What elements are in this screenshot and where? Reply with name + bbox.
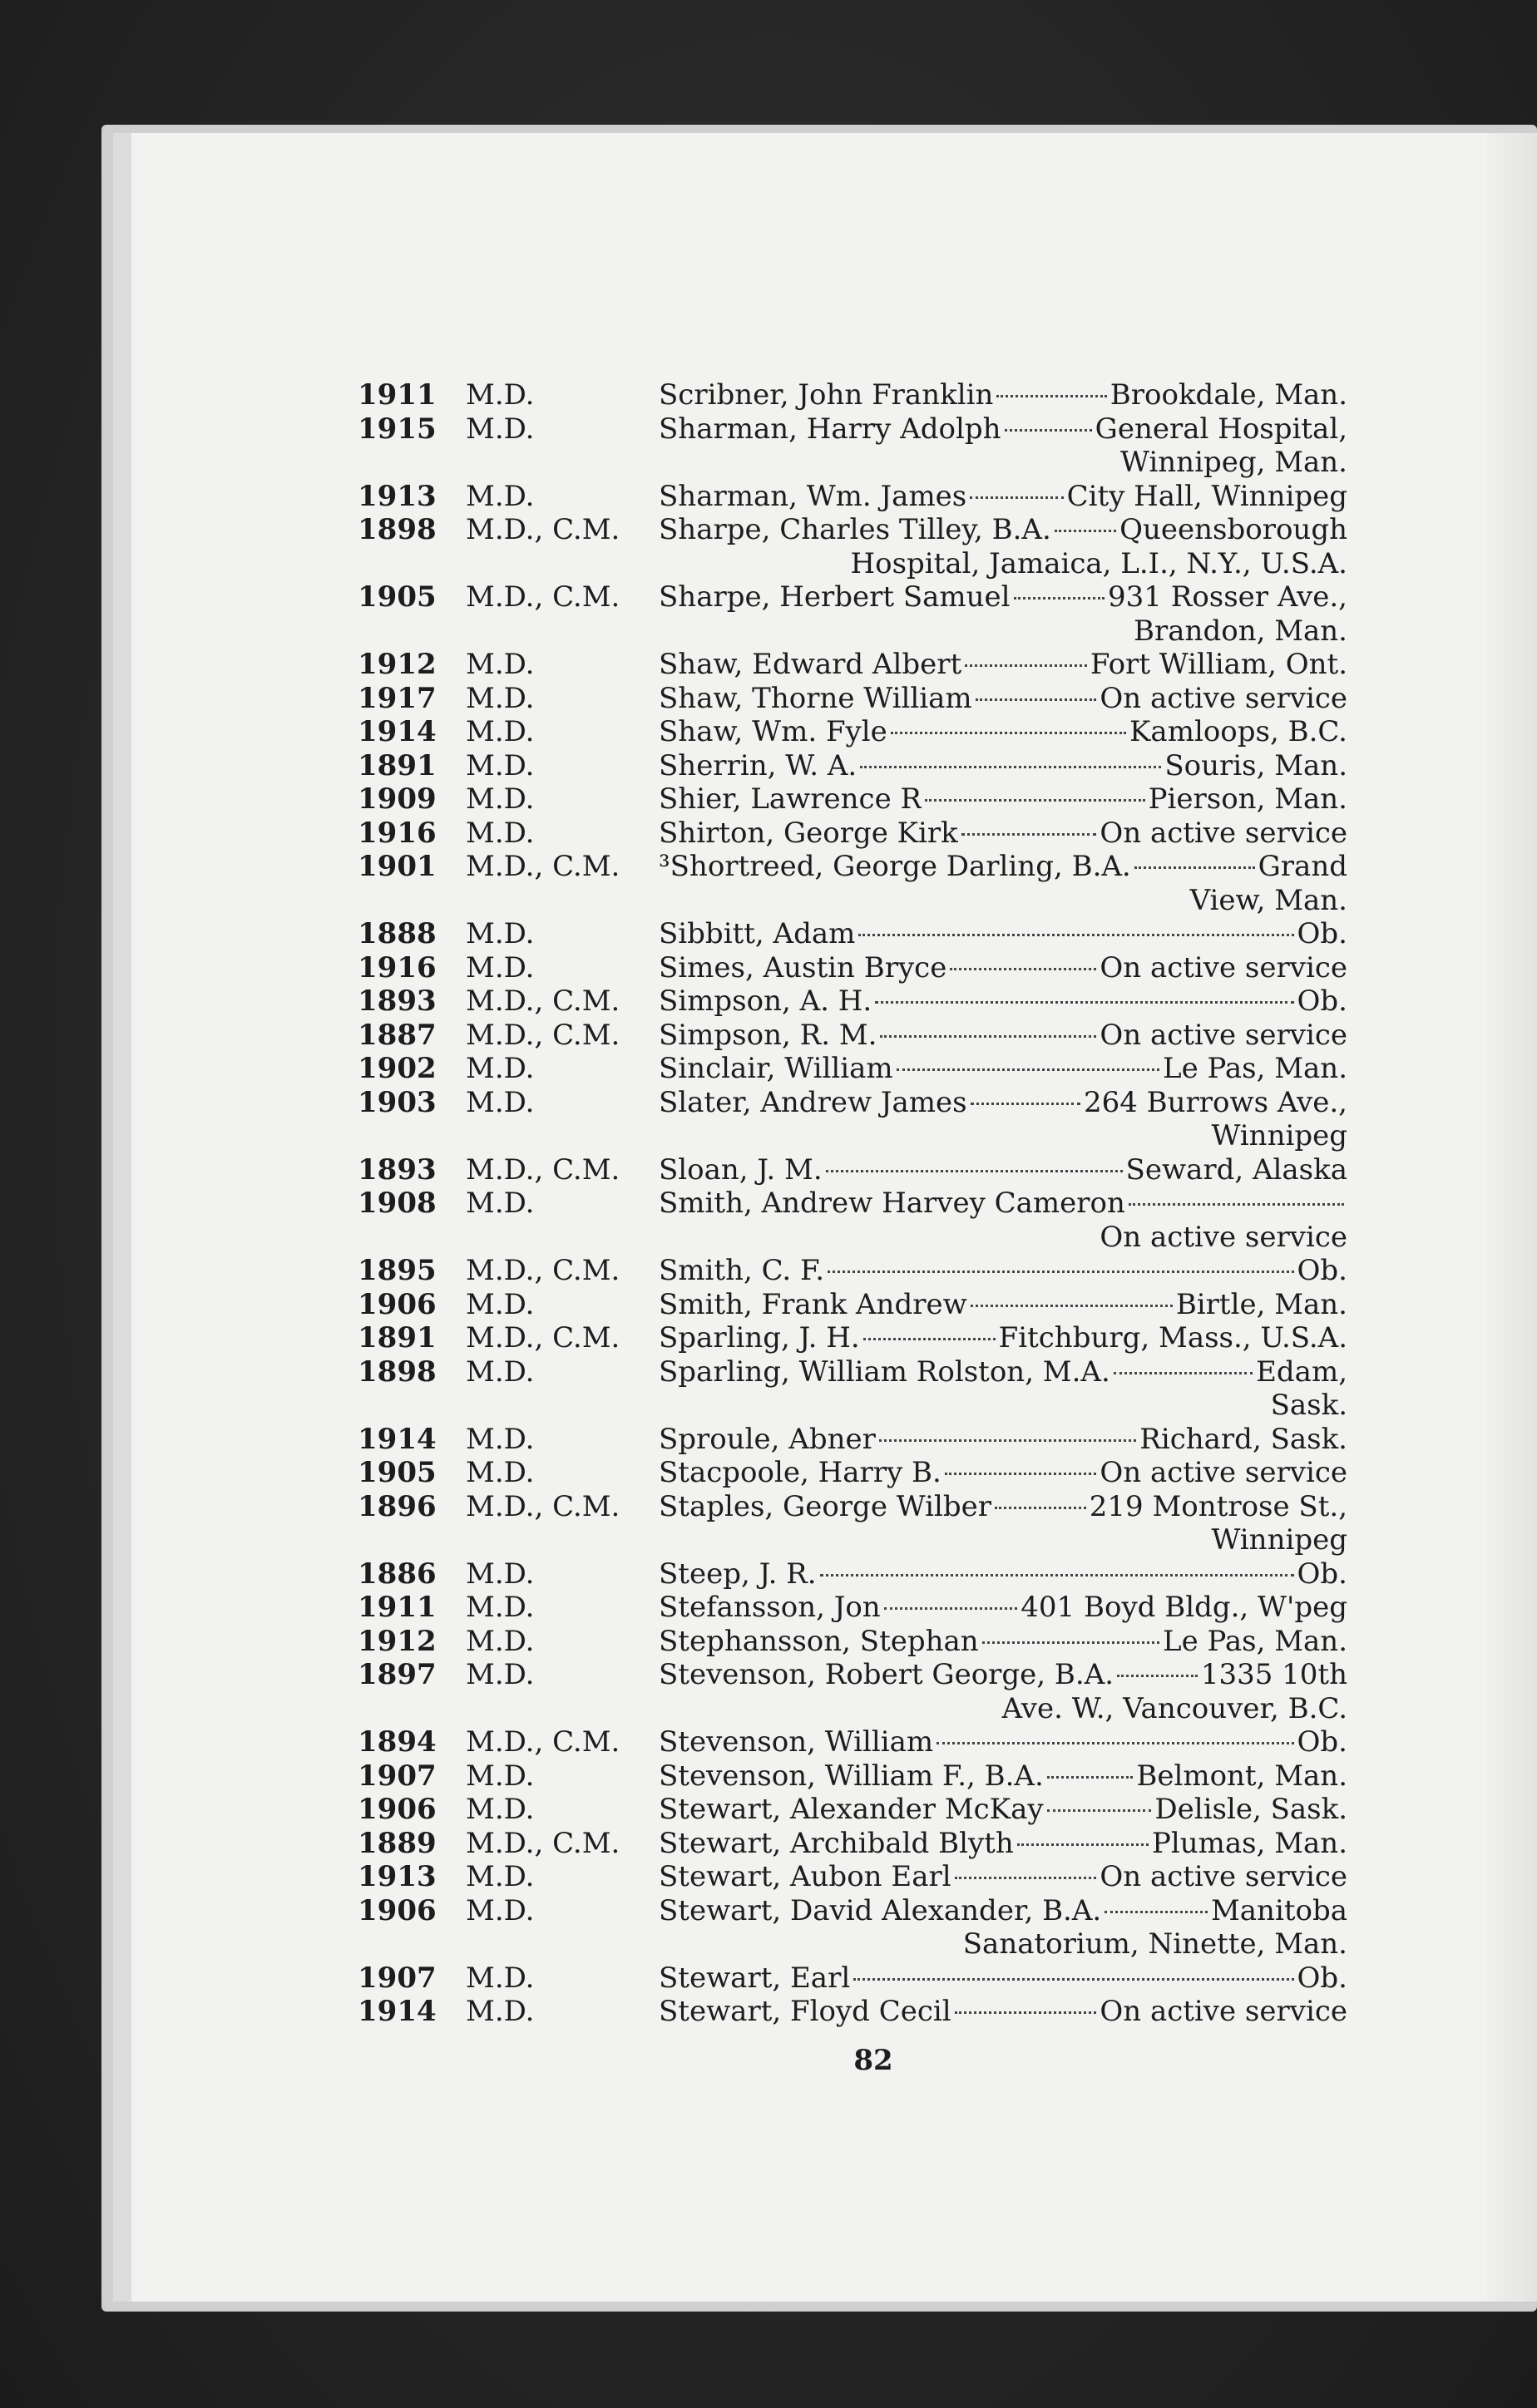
entry-degree: M.D. (466, 479, 535, 513)
entry-degree: M.D., C.M. (466, 1018, 620, 1052)
dot-leader (1047, 1776, 1134, 1779)
entry-line (358, 917, 1347, 951)
page-number: 82 (853, 2044, 893, 2077)
entry-name: Stewart, Earl (659, 1961, 851, 1995)
directory-entry (358, 1658, 1347, 1725)
entry-degree: M.D., C.M. (466, 1321, 620, 1354)
entry-line (358, 951, 1347, 985)
entry-degree: M.D. (466, 1591, 535, 1624)
entry-degree: M.D. (466, 1085, 535, 1119)
entry-line (358, 1490, 1347, 1524)
entry-location: 219 Montrose St., (1089, 1489, 1347, 1523)
entry-degree: M.D. (466, 1422, 535, 1456)
entry-year: 1916 (358, 816, 437, 850)
directory-entry (358, 1355, 1347, 1423)
dot-leader (858, 934, 1293, 936)
entry-line (358, 1321, 1347, 1355)
entry-degree: M.D. (466, 816, 535, 850)
entry-line (358, 1153, 1347, 1187)
entry-name: Sinclair, William (659, 1052, 893, 1085)
entry-year: 1915 (358, 412, 437, 446)
entry-name: ³Shortreed, George Darling, B.A. (659, 850, 1131, 883)
directory-entry (358, 1086, 1347, 1153)
entry-year: 1914 (358, 715, 437, 748)
directory-entry (358, 513, 1347, 580)
entry-location: Belmont, Man. (1136, 1759, 1347, 1793)
entry-degree: M.D. (466, 412, 535, 446)
entry-location: Queensborough (1119, 513, 1347, 546)
entry-name: Simes, Austin Bryce (659, 950, 947, 984)
entry-line (358, 1052, 1347, 1086)
entry-year: 1891 (358, 1321, 437, 1354)
entry-location: Ob. (1297, 984, 1347, 1018)
directory-entry (358, 1423, 1347, 1457)
entry-name: Sproule, Abner (659, 1422, 876, 1456)
dot-leader (945, 1473, 1097, 1475)
entry-location: Seward, Alaska (1125, 1152, 1347, 1187)
entry-year: 1909 (358, 782, 437, 816)
entry-line (358, 378, 1347, 412)
entry-location: Pierson, Man. (1148, 782, 1347, 816)
entry-degree: M.D. (466, 1759, 535, 1793)
directory-entry (358, 1793, 1347, 1827)
directory-entry (358, 1321, 1347, 1355)
entry-name: Simpson, R. M. (659, 1018, 877, 1052)
entry-location: 1335 10th (1200, 1658, 1347, 1691)
entry-year: 1911 (358, 1591, 437, 1624)
entry-line (358, 648, 1347, 682)
entry-degree: M.D. (466, 1793, 535, 1826)
entry-degree: M.D., C.M. (466, 1254, 620, 1287)
directory-entry (358, 1860, 1347, 1894)
directory-entry (358, 984, 1347, 1019)
entry-location: On active service (1100, 950, 1347, 984)
entry-degree: M.D., C.M. (466, 984, 620, 1018)
dot-leader (1134, 866, 1255, 869)
entry-line (358, 1725, 1347, 1759)
directory-entry (358, 648, 1347, 682)
directory-entry (358, 817, 1347, 851)
entry-degree: M.D. (466, 681, 535, 715)
directory-entry (358, 580, 1347, 648)
dot-leader (879, 1439, 1136, 1442)
entry-name: Sharpe, Charles Tilley, B.A. (659, 513, 1051, 546)
entry-year: 1914 (358, 1422, 437, 1456)
entry-degree: M.D. (466, 1354, 535, 1389)
directory-entry (358, 412, 1347, 480)
entry-location: Kamloops, B.C. (1129, 715, 1347, 748)
dot-leader (1005, 429, 1092, 432)
entry-location: On active service (1100, 816, 1347, 850)
dot-leader (995, 1507, 1086, 1509)
directory-entry (358, 951, 1347, 985)
dot-leader (863, 1338, 996, 1340)
entry-location: 401 Boyd Bldg., W'peg (1021, 1591, 1347, 1624)
entry-line (358, 1995, 1347, 2029)
entry-name: Staples, George Wilber (659, 1489, 991, 1523)
directory-entry (358, 1187, 1347, 1254)
dot-leader (828, 1271, 1293, 1273)
dot-leader (961, 833, 1097, 836)
entry-degree: M.D. (466, 1624, 535, 1658)
directory-entry (358, 1725, 1347, 1759)
entry-line (358, 1557, 1347, 1591)
entry-location-continuation: Winnipeg (1211, 1119, 1347, 1152)
dot-leader (996, 395, 1106, 397)
entry-name: Stevenson, William F., B.A. (659, 1759, 1044, 1793)
entry-location: 931 Rosser Ave., (1108, 580, 1347, 614)
entry-degree: M.D. (466, 1961, 535, 1995)
entry-line (358, 480, 1347, 514)
entry-location-continuation: Hospital, Jamaica, L.I., N.Y., U.S.A. (850, 546, 1347, 580)
dot-leader (1017, 1843, 1149, 1846)
dot-leader (1014, 597, 1105, 600)
entry-degree: M.D. (466, 1995, 535, 2028)
entry-year: 1902 (358, 1052, 437, 1085)
entry-name: Scribner, John Franklin (659, 378, 994, 412)
entry-name: Shaw, Thorne William (659, 681, 972, 715)
entry-location: On active service (1100, 1018, 1347, 1052)
entry-line (358, 1759, 1347, 1794)
entry-degree: M.D. (466, 1052, 535, 1085)
entry-line (358, 1961, 1347, 1996)
entry-year: 1917 (358, 681, 437, 715)
entry-degree: M.D. (466, 715, 535, 748)
entry-location: On active service (1100, 1995, 1347, 2028)
entry-location: Richard, Sask. (1139, 1422, 1347, 1456)
entry-line (358, 1827, 1347, 1861)
dot-leader (970, 496, 1063, 499)
entry-line (358, 1894, 1347, 1928)
entry-name: Steep, J. R. (659, 1557, 817, 1591)
entry-name: Sharpe, Herbert Samuel (659, 580, 1011, 614)
entry-line (358, 1456, 1347, 1490)
entry-line (358, 850, 1347, 884)
entry-line (358, 1288, 1347, 1322)
entry-year: 1887 (358, 1018, 437, 1052)
dot-leader (1047, 1809, 1152, 1812)
entry-year: 1901 (358, 850, 437, 883)
entry-line (358, 1625, 1347, 1659)
dot-leader (884, 1607, 1018, 1610)
entry-degree: M.D. (466, 378, 535, 412)
entry-location-continuation: Winnipeg, Man. (1120, 446, 1347, 479)
entry-degree: M.D. (466, 1456, 535, 1489)
entry-degree: M.D. (466, 1557, 535, 1591)
directory-entry (358, 1490, 1347, 1557)
entry-degree: M.D., C.M. (466, 850, 620, 883)
entry-location-continuation: Winnipeg (1211, 1523, 1347, 1557)
entry-location: Le Pas, Man. (1163, 1624, 1347, 1658)
dot-leader (955, 1877, 1097, 1879)
entry-line (358, 682, 1347, 716)
entry-year: 1911 (358, 378, 437, 412)
entry-location: Ob. (1297, 1254, 1347, 1287)
entry-line (358, 817, 1347, 851)
entry-year: 1898 (358, 1354, 437, 1389)
dot-leader (976, 698, 1097, 701)
directory-entry (358, 917, 1347, 951)
entry-name: Stefansson, Jon (659, 1591, 881, 1624)
entry-degree: M.D. (466, 1893, 535, 1927)
entry-name: Sparling, William Rolston, M.A. (659, 1354, 1110, 1389)
directory-entry (358, 1894, 1347, 1961)
entry-location: General Hospital, (1095, 412, 1347, 446)
entry-year: 1896 (358, 1489, 437, 1523)
entry-year: 1906 (358, 1287, 437, 1321)
entry-location: Ob. (1297, 1557, 1347, 1591)
entry-location: Grand (1258, 850, 1347, 883)
entry-name: Smith, C. F. (659, 1254, 825, 1287)
directory-entry (358, 378, 1347, 412)
dot-leader (897, 1068, 1159, 1071)
entry-name: Stewart, Aubon Earl (659, 1860, 951, 1893)
entry-location: Birtle, Man. (1175, 1287, 1347, 1321)
entry-year: 1891 (358, 748, 437, 782)
entry-line (358, 1019, 1347, 1053)
entry-line (358, 1658, 1347, 1692)
dot-leader (891, 732, 1126, 734)
entry-year: 1893 (358, 1152, 437, 1187)
entry-location: On active service (1100, 681, 1347, 715)
entry-line (358, 1086, 1347, 1120)
entry-year: 1907 (358, 1961, 437, 1995)
entry-year: 1913 (358, 479, 437, 513)
entry-location: Souris, Man. (1164, 748, 1347, 782)
graduate-listing (358, 378, 1347, 2029)
entry-location-continuation: View, Man. (1189, 883, 1347, 917)
dot-leader (1117, 1675, 1198, 1677)
dot-leader (820, 1574, 1294, 1577)
directory-entry (358, 682, 1347, 716)
entry-line (358, 715, 1347, 749)
entry-location: Le Pas, Man. (1163, 1052, 1347, 1085)
dot-leader (971, 1103, 1080, 1105)
entry-degree: M.D., C.M. (466, 1826, 620, 1860)
dot-leader (1114, 1372, 1253, 1374)
directory-entry (358, 1625, 1347, 1659)
entry-name: Stevenson, William (659, 1725, 934, 1759)
entry-year: 1893 (358, 984, 437, 1018)
entry-year: 1913 (358, 1860, 437, 1893)
entry-year: 1895 (358, 1254, 437, 1287)
directory-entry (358, 480, 1347, 514)
dot-leader (880, 1035, 1096, 1038)
entry-degree: M.D. (466, 1860, 535, 1893)
entry-degree: M.D. (466, 1658, 535, 1691)
entry-location: On active service (1100, 1456, 1347, 1489)
entry-location: Ob. (1297, 1725, 1347, 1759)
dot-leader (826, 1170, 1123, 1172)
entry-name: Sharman, Harry Adolph (659, 412, 1001, 446)
entry-location: Delisle, Sask. (1154, 1793, 1347, 1826)
directory-entry (358, 1153, 1347, 1187)
entry-line (358, 580, 1347, 614)
entry-degree: M.D., C.M. (466, 513, 620, 546)
directory-entry (358, 1288, 1347, 1322)
entry-location: Ob. (1297, 917, 1347, 950)
entry-year: 1905 (358, 580, 437, 614)
entry-location: Fitchburg, Mass., U.S.A. (998, 1321, 1347, 1354)
dot-leader (955, 2011, 1097, 2014)
entry-location-continuation: Ave. W., Vancouver, B.C. (1001, 1691, 1347, 1725)
entry-name: Sibbitt, Adam (659, 917, 856, 950)
dot-leader (937, 1742, 1293, 1744)
entry-degree: M.D., C.M. (466, 1725, 620, 1759)
entry-name: Shaw, Edward Albert (659, 648, 962, 681)
entry-name: Shaw, Wm. Fyle (659, 715, 887, 748)
dot-leader (853, 1978, 1293, 1981)
directory-entry (358, 1995, 1347, 2029)
directory-entry (358, 782, 1347, 817)
entry-location: Plumas, Man. (1151, 1826, 1347, 1860)
dot-leader (875, 1001, 1293, 1004)
entry-year: 1897 (358, 1658, 437, 1691)
entry-name: Simpson, A. H. (659, 984, 872, 1018)
directory-entry (358, 1557, 1347, 1591)
entry-location: Edam, (1256, 1354, 1347, 1389)
entry-year: 1908 (358, 1187, 437, 1220)
entry-year: 1916 (358, 950, 437, 984)
directory-entry (358, 1456, 1347, 1490)
entry-name: Stevenson, Robert George, B.A. (659, 1658, 1114, 1691)
entry-location-continuation: Sask. (1270, 1389, 1347, 1422)
entry-year: 1889 (358, 1826, 437, 1860)
entry-line (358, 1254, 1347, 1288)
dot-leader (1055, 530, 1116, 532)
entry-name: Smith, Frank Andrew (659, 1287, 967, 1321)
dot-leader (965, 664, 1087, 667)
entry-year: 1905 (358, 1456, 437, 1489)
entry-name: Sherrin, W. A. (659, 748, 857, 782)
entry-degree: M.D., C.M. (466, 1152, 620, 1187)
entry-line (358, 513, 1347, 547)
entry-name: Smith, Andrew Harvey Cameron (659, 1187, 1125, 1220)
entry-degree: M.D. (466, 950, 535, 984)
entry-degree: M.D. (466, 748, 535, 782)
entry-name: Sharman, Wm. James (659, 479, 967, 513)
entry-location: On active service (1100, 1860, 1347, 1893)
dot-leader (1129, 1203, 1344, 1206)
directory-entry (358, 850, 1347, 917)
entry-line (358, 1591, 1347, 1625)
entry-location: Manitoba (1210, 1893, 1347, 1927)
dot-leader (950, 968, 1096, 970)
entry-degree: M.D. (466, 648, 535, 681)
entry-year: 1914 (358, 1995, 437, 2028)
entry-name: Stewart, Alexander McKay (659, 1793, 1044, 1826)
entry-degree: M.D. (466, 1187, 535, 1220)
entry-line (358, 1860, 1347, 1894)
entry-year: 1903 (358, 1085, 437, 1119)
entry-line (358, 412, 1347, 447)
entry-degree: M.D. (466, 917, 535, 950)
entry-location-continuation: Brandon, Man. (1134, 614, 1347, 648)
entry-name: Stewart, David Alexander, B.A. (659, 1893, 1102, 1927)
entry-degree: M.D. (466, 1287, 535, 1321)
entry-location-continuation: On active service (1100, 1220, 1347, 1254)
entry-location: Fort William, Ont. (1090, 648, 1347, 681)
directory-entry (358, 1052, 1347, 1086)
entry-name: Sloan, J. M. (659, 1152, 823, 1187)
directory-entry (358, 1254, 1347, 1288)
directory-entry (358, 1827, 1347, 1861)
directory-entry (358, 1759, 1347, 1794)
entry-line (358, 1187, 1347, 1221)
entry-location-continuation: Sanatorium, Ninette, Man. (962, 1927, 1347, 1961)
page-edge (1487, 133, 1537, 2302)
entry-year: 1906 (358, 1793, 437, 1826)
entry-year: 1912 (358, 1624, 437, 1658)
entry-line (358, 749, 1347, 783)
directory-entry (358, 1591, 1347, 1625)
entry-line (358, 1355, 1347, 1389)
entry-line (358, 1793, 1347, 1827)
dot-leader (925, 799, 1145, 802)
entry-year: 1894 (358, 1725, 437, 1759)
entry-name: Stacpoole, Harry B. (659, 1456, 941, 1489)
dot-leader (971, 1305, 1173, 1307)
dot-leader (860, 766, 1161, 768)
entry-degree: M.D., C.M. (466, 1489, 620, 1523)
entry-name: Stewart, Floyd Cecil (659, 1995, 951, 2028)
entry-location: City Hall, Winnipeg (1066, 479, 1347, 513)
entry-year: 1886 (358, 1557, 437, 1591)
entry-line (358, 1423, 1347, 1457)
entry-location: 264 Burrows Ave., (1083, 1085, 1347, 1119)
entry-name: Shier, Lawrence R (659, 782, 922, 816)
directory-entry (358, 1961, 1347, 1996)
entry-year: 1906 (358, 1893, 437, 1927)
entry-name: Slater, Andrew James (659, 1085, 967, 1119)
entry-location: Brookdale, Man. (1110, 378, 1347, 412)
entry-year: 1898 (358, 513, 437, 546)
directory-entry (358, 1019, 1347, 1053)
entry-degree: M.D., C.M. (466, 580, 620, 614)
directory-entry (358, 715, 1347, 749)
directory-entry (358, 749, 1347, 783)
entry-degree: M.D. (466, 782, 535, 816)
entry-name: Stewart, Archibald Blyth (659, 1826, 1014, 1860)
entry-line (358, 782, 1347, 817)
entry-name: Shirton, George Kirk (659, 816, 958, 850)
entry-year: 1912 (358, 648, 437, 681)
dot-leader (1105, 1911, 1208, 1913)
entry-year: 1907 (358, 1759, 437, 1793)
dot-leader (982, 1641, 1159, 1644)
entry-line (358, 984, 1347, 1019)
entry-year: 1888 (358, 917, 437, 950)
entry-name: Stephansson, Stephan (659, 1624, 979, 1658)
entry-name: Sparling, J. H. (659, 1321, 860, 1354)
entry-location: Ob. (1297, 1961, 1347, 1995)
